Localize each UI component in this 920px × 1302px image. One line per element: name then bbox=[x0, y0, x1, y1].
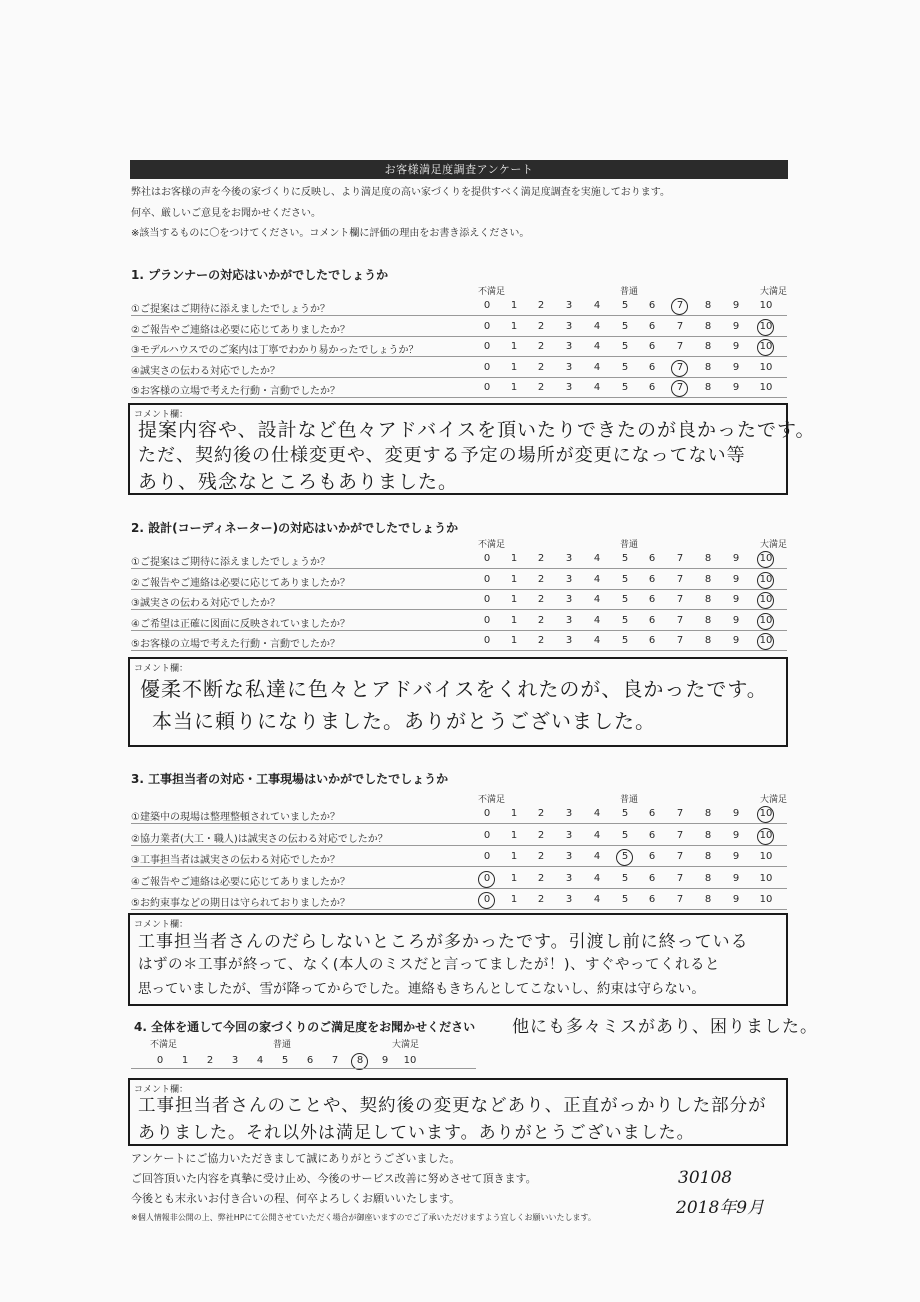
rating-option[interactable]: 7 bbox=[676, 851, 684, 862]
rating-option[interactable]: 7 bbox=[676, 873, 684, 884]
rating-option[interactable]: 10 bbox=[759, 894, 773, 905]
rating-option[interactable]: 6 bbox=[648, 635, 656, 646]
section-3-scale-high: 大満足 bbox=[760, 795, 788, 805]
rating-option[interactable]: 8 bbox=[704, 615, 712, 626]
rating-option[interactable]: 1 bbox=[510, 300, 518, 311]
rating-option[interactable]: 1 bbox=[510, 594, 518, 605]
rating-option[interactable]: 2 bbox=[537, 382, 545, 393]
answer-circle-mark bbox=[757, 339, 774, 356]
rating-option[interactable]: 2 bbox=[537, 300, 545, 311]
rating-option[interactable]: 0 bbox=[483, 594, 491, 605]
rating-option[interactable]: 1 bbox=[510, 635, 518, 646]
rating-option[interactable]: 6 bbox=[648, 851, 656, 862]
rating-option[interactable]: 10 bbox=[759, 615, 773, 626]
rating-option[interactable]: 1 bbox=[510, 851, 518, 862]
rating-option[interactable]: 5 bbox=[621, 594, 629, 605]
rating-option[interactable]: 1 bbox=[510, 894, 518, 905]
section-3-heading: 3. 工事担当者の対応・工事現場はいかがでしたでしょうか bbox=[131, 772, 449, 786]
intro-line-2: 何卒、厳しいご意見をお聞かせください。 bbox=[131, 208, 321, 219]
overall-rating-option[interactable]: 6 bbox=[306, 1055, 314, 1066]
rating-option[interactable]: 8 bbox=[704, 321, 712, 332]
rating-option[interactable]: 0 bbox=[483, 851, 491, 862]
rating-option[interactable]: 10 bbox=[759, 594, 773, 605]
rating-option[interactable]: 2 bbox=[537, 615, 545, 626]
rating-option[interactable]: 3 bbox=[565, 553, 573, 564]
rating-option[interactable]: 6 bbox=[648, 574, 656, 585]
comment-4-line-1: 工事担当者さんのことや、契約後の変更などあり、正直がっかりした部分が bbox=[138, 1096, 767, 1116]
rating-option[interactable]: 4 bbox=[593, 362, 601, 373]
question-2-1: ①ご提案はご期待に添えましたでしょうか？ bbox=[131, 557, 330, 568]
rating-option[interactable]: 6 bbox=[648, 830, 656, 841]
rating-option[interactable]: 8 bbox=[704, 300, 712, 311]
section-1-scale-mid: 普通 bbox=[620, 287, 639, 297]
rating-option[interactable]: 10 bbox=[759, 362, 773, 373]
section-1-heading: 1. プランナーの対応はいかがでしたでしょうか bbox=[131, 268, 389, 282]
rating-option[interactable]: 0 bbox=[483, 830, 491, 841]
comment-box-1[interactable] bbox=[128, 403, 816, 495]
answer-circle-mark bbox=[478, 892, 495, 909]
overall-rating-option[interactable]: 8 bbox=[356, 1055, 364, 1066]
rating-option[interactable]: 7 bbox=[676, 300, 684, 311]
answer-circle-mark bbox=[757, 572, 774, 589]
rating-option[interactable]: 7 bbox=[676, 553, 684, 564]
rating-option[interactable]: 10 bbox=[759, 830, 773, 841]
rating-option[interactable]: 0 bbox=[483, 873, 491, 884]
question-underline bbox=[131, 609, 787, 610]
section-1-scale-high: 大満足 bbox=[760, 287, 788, 297]
rating-option[interactable]: 2 bbox=[537, 635, 545, 646]
answer-circle-mark bbox=[478, 871, 495, 888]
intro-line-3: ※該当するものに〇をつけてください。コメント欄に評価の理由をお書き添えください。 bbox=[131, 228, 530, 239]
question-underline bbox=[131, 845, 787, 846]
rating-option[interactable]: 8 bbox=[704, 594, 712, 605]
handwritten-id: 30108 bbox=[678, 1168, 733, 1188]
rating-option[interactable]: 1 bbox=[510, 873, 518, 884]
rating-option[interactable]: 2 bbox=[537, 362, 545, 373]
answer-circle-mark bbox=[757, 828, 774, 845]
comment-label: コメント欄： bbox=[134, 920, 189, 930]
answer-circle-mark bbox=[616, 849, 633, 866]
rating-option[interactable]: 7 bbox=[676, 635, 684, 646]
rating-option[interactable]: 3 bbox=[565, 321, 573, 332]
question-underline bbox=[131, 315, 787, 316]
rating-option[interactable]: 1 bbox=[510, 553, 518, 564]
rating-option[interactable]: 7 bbox=[676, 808, 684, 819]
rating-option[interactable]: 8 bbox=[704, 635, 712, 646]
comment-1-line-3: あり、残念なところもありました。 bbox=[138, 471, 459, 493]
comment-3-line-3: 思っていましたが、雪が降ってからでした。連絡もきちんとしてこないし、約束は守らない。 bbox=[138, 981, 705, 997]
rating-option[interactable]: 2 bbox=[537, 594, 545, 605]
comment-label: コメント欄： bbox=[134, 410, 189, 420]
rating-option[interactable]: 7 bbox=[676, 615, 684, 626]
rating-option[interactable]: 2 bbox=[537, 851, 545, 862]
rating-option[interactable]: 10 bbox=[759, 635, 773, 646]
rating-option[interactable]: 3 bbox=[565, 382, 573, 393]
rating-option[interactable]: 2 bbox=[537, 341, 545, 352]
rating-option[interactable]: 3 bbox=[565, 362, 573, 373]
question-1-3: ③モデルハウスでのご案内は丁寧でわかり易かったでしょうか？ bbox=[131, 345, 419, 356]
section-2-scale-high: 大満足 bbox=[760, 540, 788, 550]
survey-title: お客様満足度調査アンケート bbox=[130, 160, 788, 179]
question-2-2: ②ご報告やご連絡は必要に応じてありましたか？ bbox=[131, 578, 350, 589]
rating-option[interactable]: 0 bbox=[483, 321, 491, 332]
rating-option[interactable]: 3 bbox=[565, 808, 573, 819]
rating-option[interactable]: 3 bbox=[565, 851, 573, 862]
answer-circle-mark bbox=[671, 298, 688, 315]
rating-option[interactable]: 6 bbox=[648, 300, 656, 311]
rating-option[interactable]: 10 bbox=[759, 851, 773, 862]
rating-option[interactable]: 2 bbox=[537, 574, 545, 585]
rating-option[interactable]: 4 bbox=[593, 808, 601, 819]
rating-option[interactable]: 2 bbox=[537, 321, 545, 332]
rating-option[interactable]: 4 bbox=[593, 594, 601, 605]
rating-option[interactable]: 6 bbox=[648, 341, 656, 352]
rating-option[interactable]: 4 bbox=[593, 300, 601, 311]
rating-option[interactable]: 1 bbox=[510, 341, 518, 352]
question-underline bbox=[131, 377, 787, 378]
rating-option[interactable]: 2 bbox=[537, 553, 545, 564]
question-3-1: ①建築中の現場は整理整頓されていましたか？ bbox=[131, 812, 340, 823]
question-3-5: ⑤お約束事などの期日は守られておりましたか？ bbox=[131, 898, 350, 909]
comment-2-line-2: 本当に頼りになりました。ありがとうございました。 bbox=[152, 709, 656, 733]
rating-option[interactable]: 8 bbox=[704, 553, 712, 564]
rating-option[interactable]: 7 bbox=[676, 830, 684, 841]
question-underline bbox=[131, 397, 787, 398]
question-underline bbox=[131, 888, 787, 889]
question-3-3: ③工事担当者は誠実さの伝わる対応でしたか？ bbox=[131, 855, 340, 866]
rating-option[interactable]: 5 bbox=[621, 873, 629, 884]
overall-rating-option[interactable]: 10 bbox=[403, 1055, 417, 1066]
overall-rating-option[interactable]: 5 bbox=[281, 1055, 289, 1066]
rating-option[interactable]: 9 bbox=[732, 808, 740, 819]
rating-option[interactable]: 7 bbox=[676, 382, 684, 393]
rating-option[interactable]: 9 bbox=[732, 574, 740, 585]
rating-option[interactable]: 4 bbox=[593, 574, 601, 585]
rating-option[interactable]: 3 bbox=[565, 635, 573, 646]
closing-line-1: アンケートにご協力いただきまして誠にありがとうございました。 bbox=[131, 1152, 461, 1165]
rating-option[interactable]: 2 bbox=[537, 873, 545, 884]
comment-3-line-4: 他にも多々ミスがあり、困りました。 bbox=[512, 1017, 818, 1037]
rating-option[interactable]: 1 bbox=[510, 362, 518, 373]
rating-option[interactable]: 3 bbox=[565, 830, 573, 841]
question-1-1: ①ご提案はご期待に添えましたでしょうか？ bbox=[131, 304, 330, 315]
rating-option[interactable]: 9 bbox=[732, 894, 740, 905]
overall-rating-option[interactable]: 3 bbox=[231, 1055, 239, 1066]
rating-option[interactable]: 2 bbox=[537, 830, 545, 841]
question-3-4: ④ご報告やご連絡は必要に応じてありましたか？ bbox=[131, 877, 350, 888]
rating-option[interactable]: 0 bbox=[483, 553, 491, 564]
rating-option[interactable]: 8 bbox=[704, 341, 712, 352]
rating-option[interactable]: 0 bbox=[483, 382, 491, 393]
rating-option[interactable]: 3 bbox=[565, 300, 573, 311]
handwritten-date: 2018年9月 bbox=[676, 1198, 765, 1218]
rating-option[interactable]: 9 bbox=[732, 321, 740, 332]
rating-option[interactable]: 5 bbox=[621, 830, 629, 841]
rating-option[interactable]: 6 bbox=[648, 615, 656, 626]
rating-option[interactable]: 8 bbox=[704, 851, 712, 862]
overall-scale-mid: 普通 bbox=[273, 1040, 292, 1050]
section-2-heading: 2. 設計(コーディネーター)の対応はいかがでしたでしょうか bbox=[131, 521, 459, 535]
question-underline bbox=[131, 356, 787, 357]
comment-1-line-1: 提案内容や、設計など色々アドバイスを頂いたりできたのが良かったです。 bbox=[138, 419, 816, 441]
rating-option[interactable]: 0 bbox=[483, 341, 491, 352]
rating-option[interactable]: 6 bbox=[648, 894, 656, 905]
comment-3-line-1: 工事担当者さんのだらしないところが多かったです。引渡し前に終っている bbox=[138, 932, 749, 952]
comment-box-2[interactable] bbox=[128, 657, 788, 747]
rating-option[interactable]: 7 bbox=[676, 321, 684, 332]
answer-circle-mark bbox=[757, 613, 774, 630]
overall-scale-high: 大満足 bbox=[392, 1040, 420, 1050]
rating-option[interactable]: 0 bbox=[483, 300, 491, 311]
rating-option[interactable]: 0 bbox=[483, 574, 491, 585]
question-2-5: ⑤お客様の立場で考えた行動・言動でしたか？ bbox=[131, 639, 340, 650]
question-1-4: ④誠実さの伝わる対応でしたか？ bbox=[131, 366, 280, 377]
answer-circle-mark bbox=[671, 380, 688, 397]
question-underline bbox=[131, 568, 787, 569]
rating-option[interactable]: 6 bbox=[648, 362, 656, 373]
rating-option[interactable]: 5 bbox=[621, 635, 629, 646]
rating-option[interactable]: 8 bbox=[704, 873, 712, 884]
rating-option[interactable]: 10 bbox=[759, 873, 773, 884]
comment-label: コメント欄： bbox=[134, 664, 189, 674]
rating-option[interactable]: 5 bbox=[621, 615, 629, 626]
rating-option[interactable]: 5 bbox=[621, 321, 629, 332]
question-underline bbox=[131, 650, 787, 651]
rating-option[interactable]: 0 bbox=[483, 362, 491, 373]
rating-option[interactable]: 10 bbox=[759, 341, 773, 352]
question-2-4: ④ご希望は正確に図面に反映されていましたか？ bbox=[131, 619, 350, 630]
comment-3-line-2: はずの＊工事が終って、なく(本人のミスだと言ってましたが！)、すぐやってくれると bbox=[138, 957, 721, 973]
rating-option[interactable]: 5 bbox=[621, 300, 629, 311]
rating-option[interactable]: 10 bbox=[759, 300, 773, 311]
rating-option[interactable]: 6 bbox=[648, 321, 656, 332]
rating-option[interactable]: 1 bbox=[510, 321, 518, 332]
section-3-scale-mid: 普通 bbox=[620, 795, 639, 805]
overall-scale-low: 不満足 bbox=[150, 1040, 178, 1050]
rating-option[interactable]: 3 bbox=[565, 894, 573, 905]
section-4-heading: 4. 全体を通して今回の家づくりのご満足度をお聞かせください bbox=[134, 1020, 476, 1034]
rating-option[interactable]: 8 bbox=[704, 362, 712, 373]
rating-option[interactable]: 5 bbox=[621, 382, 629, 393]
rating-option[interactable]: 9 bbox=[732, 851, 740, 862]
rating-option[interactable]: 5 bbox=[621, 553, 629, 564]
rating-option[interactable]: 5 bbox=[621, 362, 629, 373]
comment-4-line-2: ありました。それ以外は満足しています。ありがとうございました。 bbox=[138, 1123, 695, 1143]
rating-option[interactable]: 9 bbox=[732, 300, 740, 311]
question-underline bbox=[131, 866, 787, 867]
rating-option[interactable]: 1 bbox=[510, 574, 518, 585]
section-2-scale-mid: 普通 bbox=[620, 540, 639, 550]
rating-option[interactable]: 0 bbox=[483, 635, 491, 646]
overall-rating-option[interactable]: 7 bbox=[331, 1055, 339, 1066]
rating-option[interactable]: 8 bbox=[704, 830, 712, 841]
rating-option[interactable]: 1 bbox=[510, 830, 518, 841]
rating-option[interactable]: 9 bbox=[732, 553, 740, 564]
rating-option[interactable]: 9 bbox=[732, 382, 740, 393]
rating-option[interactable]: 1 bbox=[510, 808, 518, 819]
rating-option[interactable]: 1 bbox=[510, 382, 518, 393]
rating-option[interactable]: 6 bbox=[648, 873, 656, 884]
question-3-2: ②協力業者(大工・職人)は誠実さの伝わる対応でしたか？ bbox=[131, 834, 388, 845]
rating-option[interactable]: 10 bbox=[759, 553, 773, 564]
rating-option[interactable]: 6 bbox=[648, 808, 656, 819]
overall-rating-option[interactable]: 9 bbox=[381, 1055, 389, 1066]
question-1-2: ②ご報告やご連絡は必要に応じてありましたか？ bbox=[131, 325, 350, 336]
comment-box-4[interactable] bbox=[128, 1078, 788, 1146]
rating-option[interactable]: 4 bbox=[593, 635, 601, 646]
question-underline bbox=[131, 823, 787, 824]
rating-option[interactable]: 9 bbox=[732, 830, 740, 841]
question-underline bbox=[131, 589, 787, 590]
answer-circle-mark bbox=[757, 319, 774, 336]
rating-option[interactable]: 7 bbox=[676, 574, 684, 585]
answer-circle-mark bbox=[757, 633, 774, 650]
rating-option[interactable]: 9 bbox=[732, 341, 740, 352]
question-2-3: ③誠実さの伝わる対応でしたか？ bbox=[131, 598, 280, 609]
rating-option[interactable]: 8 bbox=[704, 382, 712, 393]
closing-line-3: 今後とも末永いお付き合いの程、何卒よろしくお願いいたします。 bbox=[131, 1192, 461, 1205]
rating-option[interactable]: 4 bbox=[593, 894, 601, 905]
rating-option[interactable]: 4 bbox=[593, 321, 601, 332]
rating-option[interactable]: 9 bbox=[732, 594, 740, 605]
rating-option[interactable]: 7 bbox=[676, 341, 684, 352]
privacy-note: ※個人情報非公開の上、弊社HPにて公開させていただく場合が御座いますのでご了承いただけますよう宜しくお願いいたします。 bbox=[131, 1213, 596, 1222]
rating-option[interactable]: 0 bbox=[483, 615, 491, 626]
question-1-5: ⑤お客様の立場で考えた行動・言動でしたか？ bbox=[131, 386, 340, 397]
rating-option[interactable]: 5 bbox=[621, 894, 629, 905]
rating-option[interactable]: 3 bbox=[565, 594, 573, 605]
rating-option[interactable]: 2 bbox=[537, 808, 545, 819]
comment-box-3[interactable] bbox=[128, 913, 788, 1006]
rating-option[interactable]: 6 bbox=[648, 553, 656, 564]
closing-line-2: ご回答頂いた内容を真摯に受け止め、今後のサービス改善に努めさせて頂きます。 bbox=[131, 1172, 537, 1185]
rating-option[interactable]: 4 bbox=[593, 341, 601, 352]
rating-option[interactable]: 1 bbox=[510, 615, 518, 626]
section-1-scale-low: 不満足 bbox=[478, 287, 506, 297]
rating-option[interactable]: 6 bbox=[648, 382, 656, 393]
section-3-scale-low: 不満足 bbox=[478, 795, 506, 805]
rating-option[interactable]: 10 bbox=[759, 808, 773, 819]
overall-rating-option[interactable]: 2 bbox=[206, 1055, 214, 1066]
overall-underline bbox=[131, 1068, 476, 1069]
overall-rating-option[interactable]: 0 bbox=[156, 1055, 164, 1066]
rating-option[interactable]: 0 bbox=[483, 808, 491, 819]
answer-circle-mark bbox=[757, 592, 774, 609]
question-underline bbox=[131, 336, 787, 337]
rating-option[interactable]: 4 bbox=[593, 382, 601, 393]
rating-option[interactable]: 7 bbox=[676, 594, 684, 605]
comment-1-line-2: ただ、契約後の仕様変更や、変更する予定の場所が変更になってない等 bbox=[138, 445, 746, 466]
rating-option[interactable]: 4 bbox=[593, 830, 601, 841]
rating-option[interactable]: 8 bbox=[704, 574, 712, 585]
rating-option[interactable]: 10 bbox=[759, 321, 773, 332]
rating-option[interactable]: 10 bbox=[759, 574, 773, 585]
rating-option[interactable]: 3 bbox=[565, 574, 573, 585]
overall-rating-option[interactable]: 1 bbox=[181, 1055, 189, 1066]
rating-option[interactable]: 5 bbox=[621, 341, 629, 352]
answer-circle-mark bbox=[757, 551, 774, 568]
rating-option[interactable]: 0 bbox=[483, 894, 491, 905]
comment-2-line-1: 優柔不断な私達に色々とアドバイスをくれたのが、良かったです。 bbox=[140, 677, 768, 701]
answer-circle-mark bbox=[757, 806, 774, 823]
comment-label: コメント欄： bbox=[134, 1085, 189, 1095]
question-underline bbox=[131, 909, 787, 910]
rating-option[interactable]: 8 bbox=[704, 808, 712, 819]
rating-option[interactable]: 9 bbox=[732, 615, 740, 626]
rating-option[interactable]: 10 bbox=[759, 382, 773, 393]
rating-option[interactable]: 3 bbox=[565, 341, 573, 352]
rating-option[interactable]: 8 bbox=[704, 894, 712, 905]
rating-option[interactable]: 5 bbox=[621, 851, 629, 862]
section-2-scale-low: 不満足 bbox=[478, 540, 506, 550]
rating-option[interactable]: 5 bbox=[621, 808, 629, 819]
rating-option[interactable]: 3 bbox=[565, 615, 573, 626]
rating-option[interactable]: 7 bbox=[676, 894, 684, 905]
rating-option[interactable]: 9 bbox=[732, 873, 740, 884]
rating-option[interactable]: 5 bbox=[621, 574, 629, 585]
rating-option[interactable]: 7 bbox=[676, 362, 684, 373]
answer-circle-mark bbox=[671, 360, 688, 377]
overall-rating-option[interactable]: 4 bbox=[256, 1055, 264, 1066]
rating-option[interactable]: 4 bbox=[593, 851, 601, 862]
rating-option[interactable]: 2 bbox=[537, 894, 545, 905]
rating-option[interactable]: 9 bbox=[732, 362, 740, 373]
intro-line-1: 弊社はお客様の声を今後の家づくりに反映し、より満足度の高い家づくりを提供すべく満足度調査を実施しております。 bbox=[131, 187, 670, 198]
rating-option[interactable]: 6 bbox=[648, 594, 656, 605]
rating-option[interactable]: 4 bbox=[593, 553, 601, 564]
rating-option[interactable]: 9 bbox=[732, 635, 740, 646]
question-underline bbox=[131, 630, 787, 631]
rating-option[interactable]: 4 bbox=[593, 615, 601, 626]
rating-option[interactable]: 3 bbox=[565, 873, 573, 884]
rating-option[interactable]: 4 bbox=[593, 873, 601, 884]
